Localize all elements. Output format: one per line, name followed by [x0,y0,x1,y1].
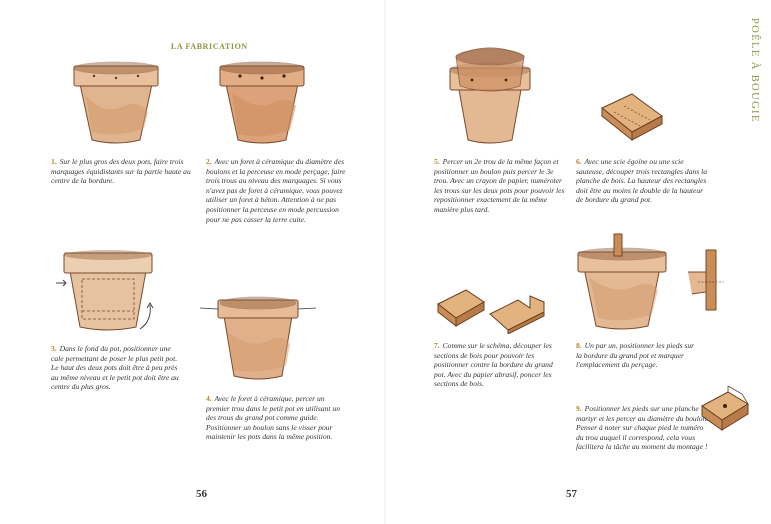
step-7 [434,341,566,389]
step-text: Avec le foret à céramique, percer un premier trou dans le petit pot en utilisant un des trous du grand pot comme guide. Positionner un boulon sans le visser pour maintenir les pots dans la même position. [206,394,341,442]
pot-illustration-step1 [64,56,168,148]
step-5 [434,157,566,215]
step-text: Positionner les pieds sur une planche martyr et les percer au diamètre du boulon. Penser à noter sur chaque pied le numéro du trou auquel il correspond, cela vous facilitera la tâche au moment du montage ! [576,404,709,452]
step-text: Comme sur le schéma, découper les sections de bois pour pouvoir les positionner contre la bordure du grand pot. Avec du papier abrasif, poncer les sections de bois. [434,341,553,389]
step-text: Dans le fond du pot, positionner une cale permettant de poser le plus petit pot. Le haut des deux pots doit être à peu près au même niveau et le petit pot doit être au centre du plus gros. [51,344,179,392]
step-text: Percer un 2e trou de la même façon et positionner un boulon puis percer le 3e trou. Avec un crayon de papier, numéroter les trous sur les deux pots pour pouvoir les repositionner exactement de la même manière plus tard. [434,157,565,214]
step-number: 6. [576,157,582,166]
step-8 [576,341,698,370]
step-4 [206,394,346,442]
step-text: Sur le plus gros des deux pots, faire trois marquages équidistants sur la partie haute au centre de la bordure. [51,157,191,186]
step-9 [576,404,710,452]
step-text: Avec une scie égoïne ou une scie sauteuse, découper trois rectangles dans la planche de bois. La hauteur des rectangles doit être au moins le double de la hauteur de bordure du grand pot. [576,157,708,205]
pot-with-foot-illustration-step8 [570,232,730,332]
step-text: Avec un foret à céramique du diamètre des boulons et la perceuse en mode perçage, faire trois trous au niveau des marquages. Si vous n'avez pas de foret à céramique, vous pouvez utiliser un foret à béton. Attention à ne pas positionner la perceuse en mode percussion pour ne pas casser la terre cuite. [206,157,346,224]
step-3 [51,344,181,392]
section-title: LA FABRICATION [171,42,248,51]
nested-pots-illustration-step5 [440,40,540,148]
pot-illustration-step2 [210,56,314,148]
page-number-right: 57 [566,488,577,500]
step-number: 5. [434,157,440,166]
step-number: 8. [576,341,582,350]
step-number: 3. [51,344,57,353]
step-number: 9. [576,404,582,413]
step-number: 7. [434,341,440,350]
step-text: Un par un, positionner les pieds sur la bordure du grand pot et marquer l'emplacement du perçage. [576,341,695,370]
step-1 [51,157,199,186]
step-number: 4. [206,394,212,403]
wood-sections-illustration-step7 [434,282,554,334]
pot-illustration-step3 [52,245,162,341]
page-number-left: 56 [196,488,207,500]
step-2 [206,157,346,224]
page-gutter [384,0,386,524]
wood-block-illustration-step6 [596,90,668,142]
step-number: 1. [51,157,57,166]
pot-illustration-step4 [198,292,318,384]
step-6 [576,157,712,205]
side-title: POÊLE À BOUGIE [749,18,760,123]
step-number: 2. [206,157,212,166]
